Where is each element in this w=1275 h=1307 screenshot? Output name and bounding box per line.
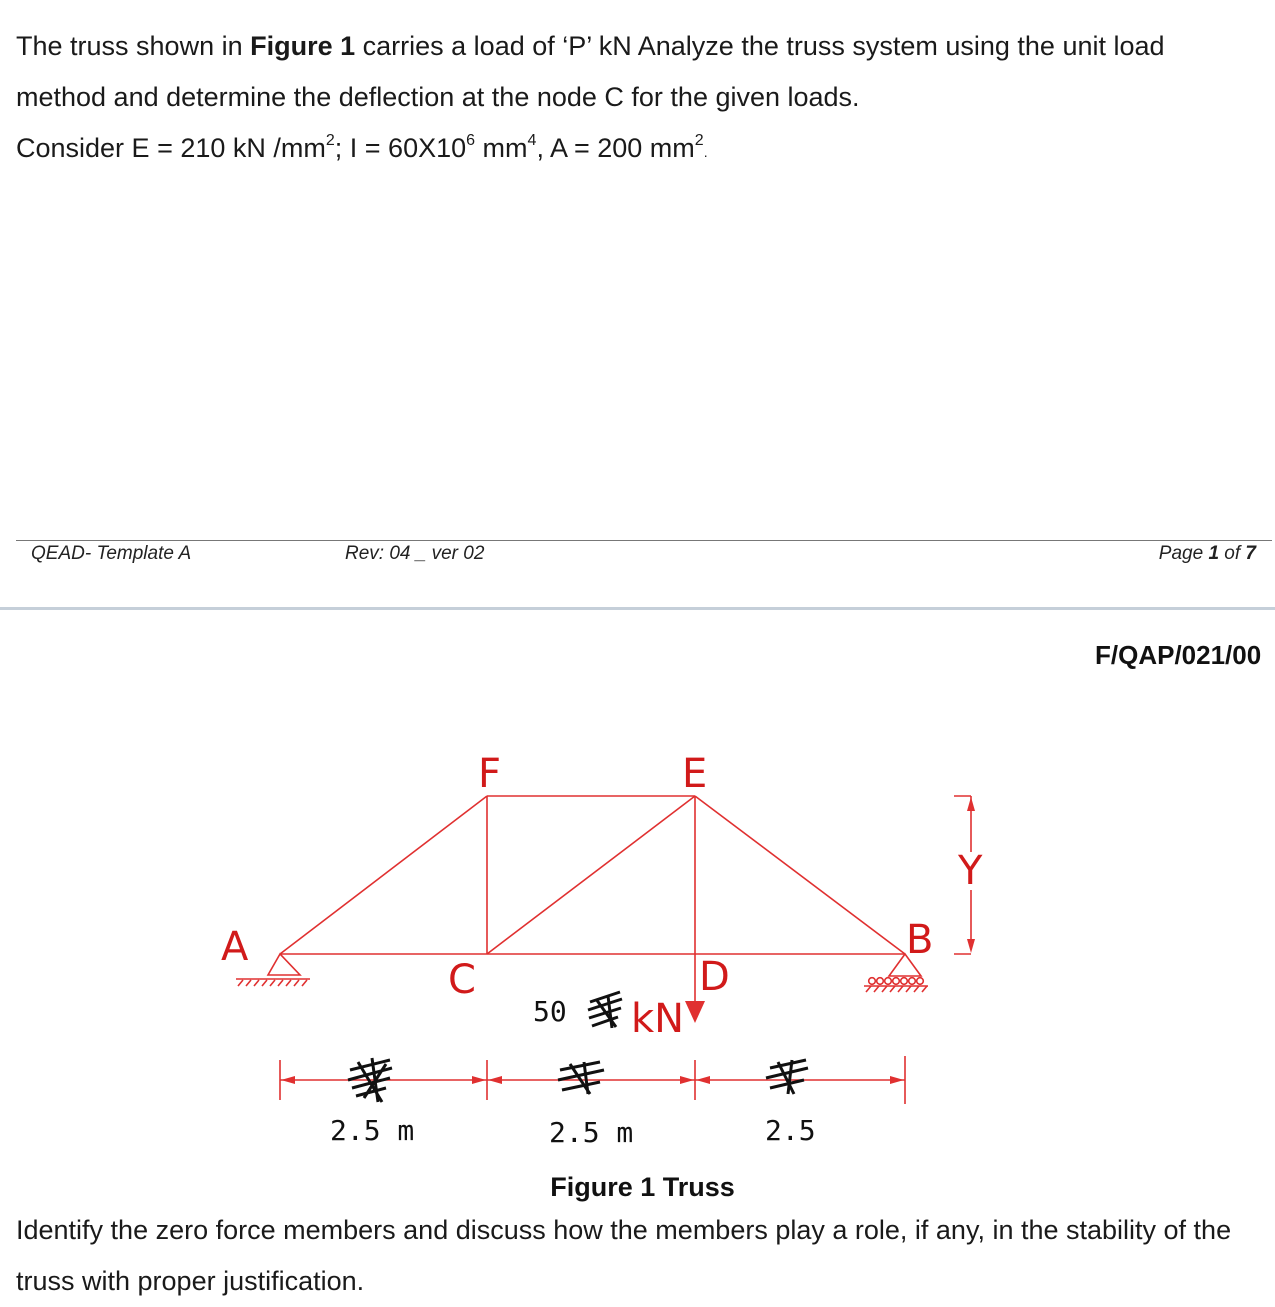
- member-ce: [487, 796, 695, 954]
- span-label-1: 2.5 m: [330, 1114, 415, 1147]
- span-label-2: 2.5 m: [549, 1116, 634, 1149]
- member-af: [280, 796, 487, 954]
- footer-revision: Rev: 04 _ ver 02: [345, 543, 485, 564]
- figure-reference: Figure 1: [250, 31, 356, 61]
- load-value: 50: [533, 995, 567, 1028]
- height-arrow-bottom-icon: [967, 939, 975, 953]
- span-arrow-icon: [488, 1076, 502, 1084]
- span-arrow-icon: [680, 1076, 694, 1084]
- member-eb: [695, 796, 905, 954]
- height-label: Y: [958, 848, 983, 894]
- load-unit: kN: [631, 996, 685, 1042]
- page-separator: [0, 607, 1275, 610]
- truss-members: [280, 796, 905, 954]
- span-arrow-icon: [472, 1076, 486, 1084]
- footer-template: QEAD- Template A: [31, 543, 192, 564]
- node-label-a: A: [221, 924, 249, 970]
- scribble-3-icon: [766, 1060, 808, 1094]
- node-label-c: C: [448, 957, 476, 1003]
- node-label-f: F: [478, 751, 502, 797]
- node-label-d: D: [699, 954, 730, 1000]
- span-arrow-icon: [281, 1076, 295, 1084]
- height-arrow-top-icon: [967, 797, 975, 811]
- footer-page-number: Page 1 of 7: [1158, 543, 1256, 564]
- span-arrow-icon: [890, 1076, 904, 1084]
- question-intro: The truss shown in Figure 1 carries a load of ‘P’ kN Analyze the truss system using the unit load method and determine the deflection at the node C for the given loads. Consider E = 210 kN $/mm^2$; $I = 60X10^6$ $mm^4$, A = 200 $mm^2$.: [16, 31, 1165, 163]
- scribble-2-icon: [558, 1062, 604, 1094]
- form-code: F/QAP/021/00: [1095, 640, 1262, 670]
- load-scribble-icon: [588, 992, 622, 1028]
- span-label-3: 2.5: [765, 1114, 816, 1147]
- node-label-b: B: [906, 917, 934, 963]
- truss-figure: [0, 740, 1000, 1160]
- node-label-e: E: [682, 751, 708, 797]
- span-arrow-icon: [696, 1076, 710, 1084]
- figure-caption: Figure 1 Truss: [550, 1172, 735, 1202]
- load-arrow-icon: [685, 1001, 705, 1023]
- footer-rule: [16, 540, 1272, 541]
- question-outro: Identify the zero force members and discuss how the members play a role, if any, in the stability of the truss with proper justification.: [16, 1215, 1232, 1296]
